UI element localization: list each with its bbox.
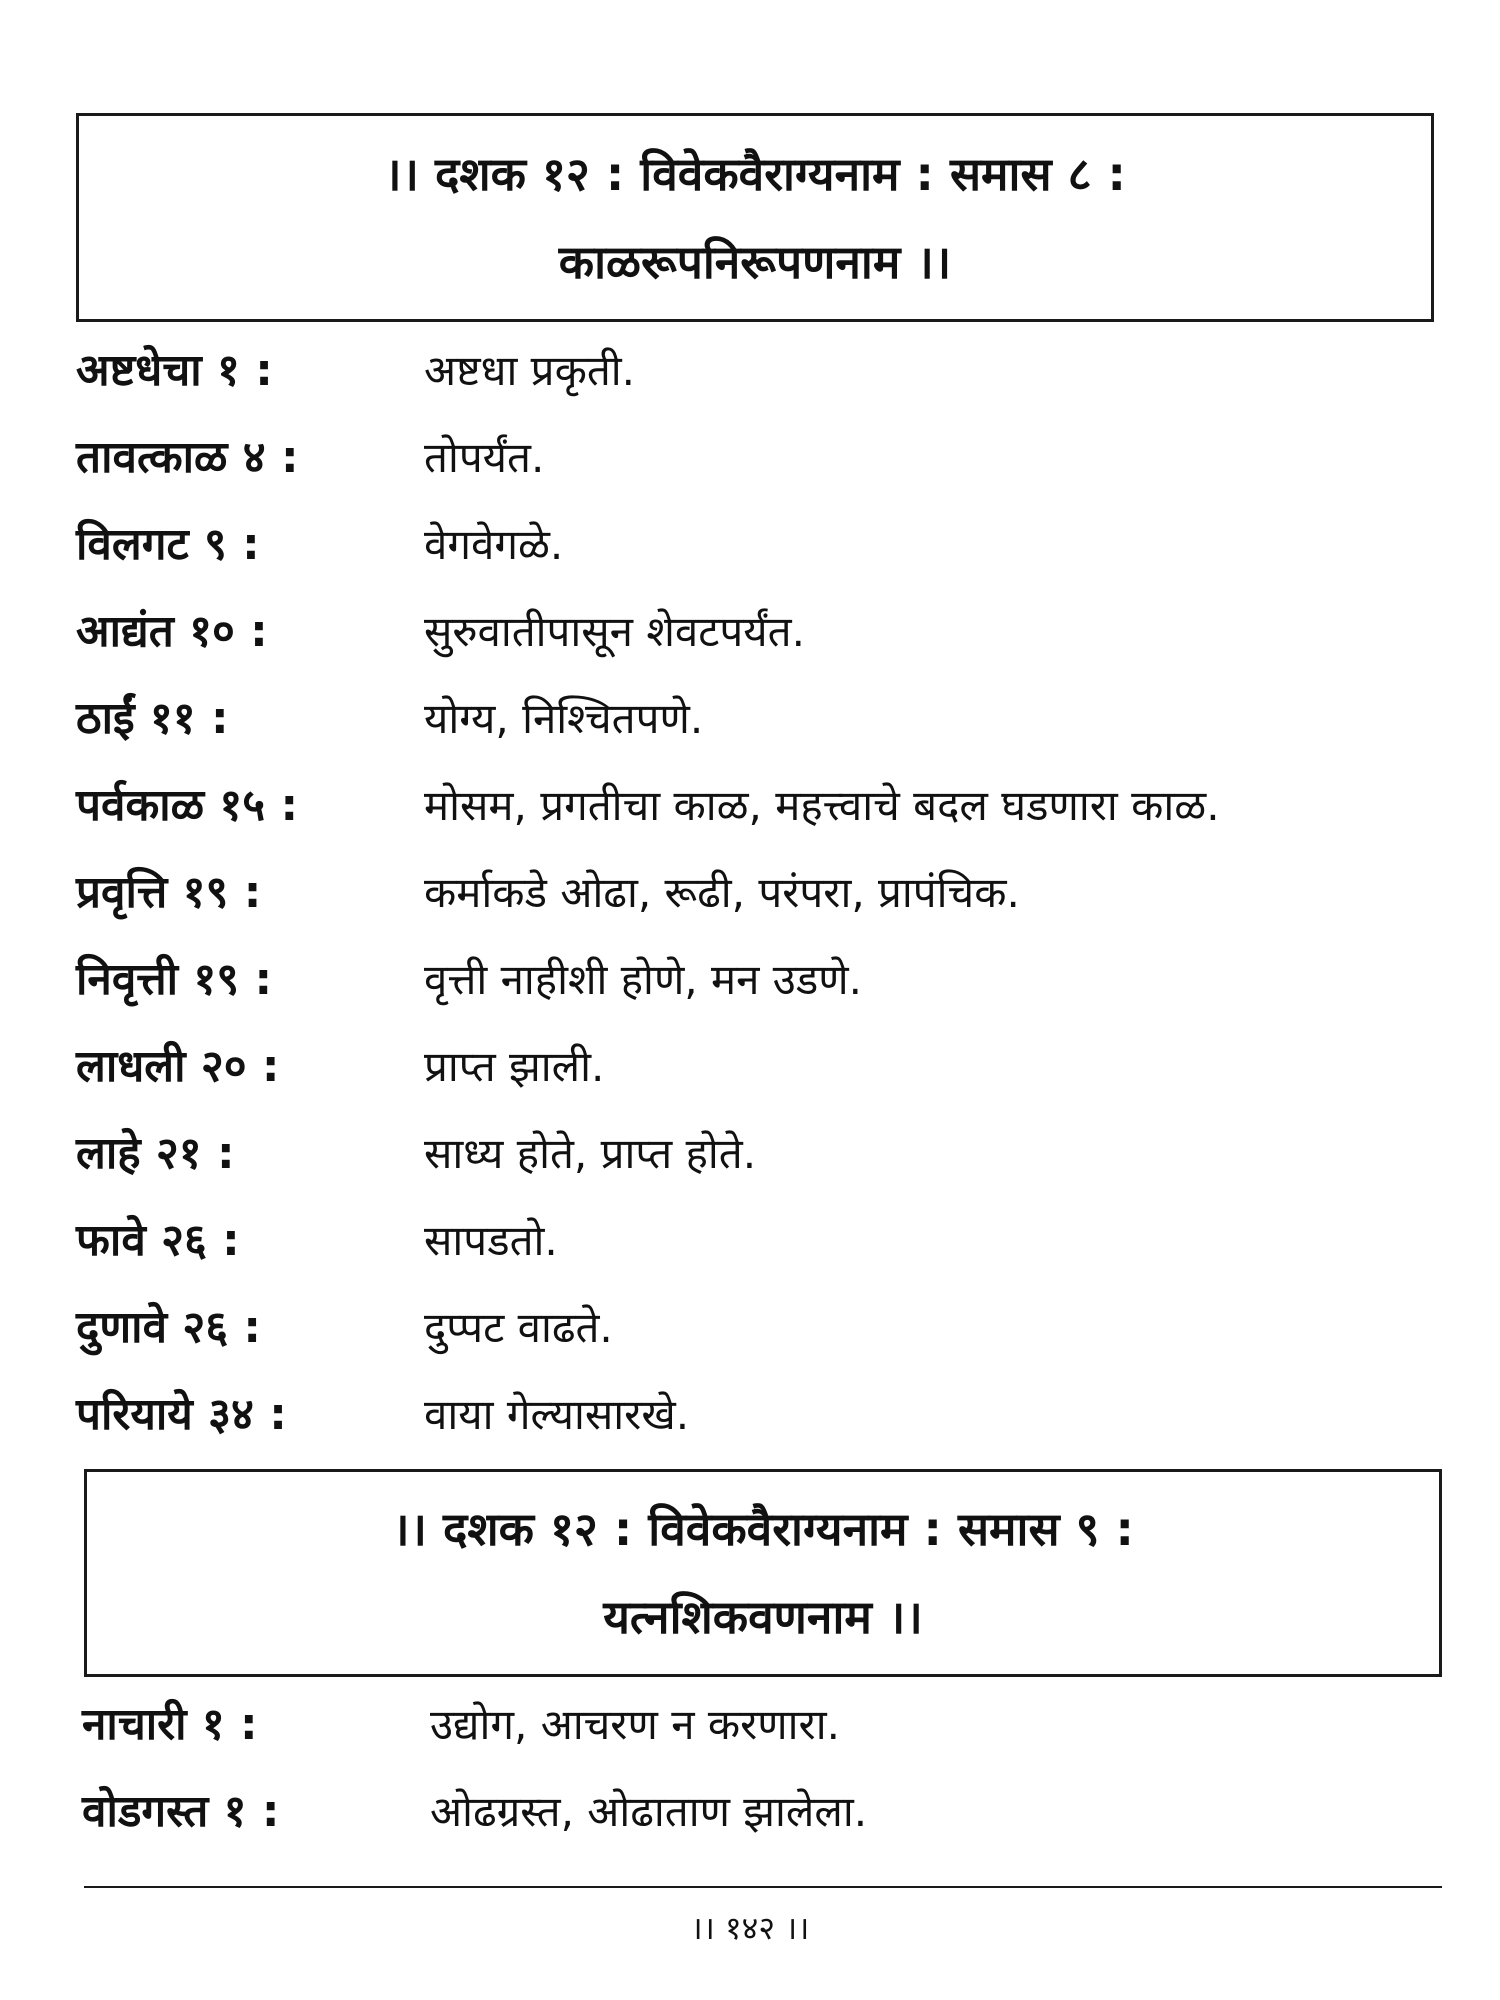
glossary-meaning: उद्योग, आचरण न करणारा. — [430, 1700, 840, 1749]
glossary-meaning: तोपर्यंत. — [424, 433, 545, 482]
section-heading-line-2: काळरूपनिरूपणनाम ।। — [558, 234, 952, 289]
glossary-meaning: प्राप्त झाली. — [424, 1042, 605, 1091]
section-heading-line-1: ।। दशक १२ : विवेकवैराग्यनाम : समास ९ : — [392, 1502, 1134, 1556]
glossary-list-samas-9 — [0, 1690, 1500, 1864]
glossary-term: अष्टधेचा १ : — [76, 345, 273, 396]
glossary-meaning: योग्य, निश्चितपणे. — [424, 694, 704, 743]
glossary-entry — [0, 1380, 1500, 1467]
glossary-meaning: अष्टधा प्रकृती. — [424, 346, 635, 395]
glossary-entry — [0, 771, 1500, 858]
glossary-entry — [0, 684, 1500, 771]
glossary-meaning: वाया गेल्यासारखे. — [424, 1390, 690, 1439]
glossary-term: लाहे २१ : — [76, 1128, 235, 1179]
section-heading-box-samas-9 — [84, 1469, 1442, 1677]
glossary-term: विलगट ९ : — [76, 519, 260, 570]
glossary-meaning: वेगवेगळे. — [424, 520, 564, 569]
glossary-meaning: साध्य होते, प्राप्त होते. — [424, 1129, 757, 1178]
glossary-term: दुणावे २६ : — [76, 1302, 262, 1353]
glossary-entry — [0, 510, 1500, 597]
glossary-entry — [0, 945, 1500, 1032]
glossary-term: ठाईं ११ : — [76, 693, 229, 744]
glossary-entry — [0, 423, 1500, 510]
glossary-term: तावत्काळ ४ : — [76, 432, 299, 483]
glossary-term: वोडगस्त १ : — [82, 1786, 280, 1837]
glossary-entry — [0, 1690, 1500, 1777]
glossary-meaning: सापडतो. — [424, 1216, 558, 1265]
glossary-entry — [0, 1777, 1500, 1864]
glossary-term: नाचारी १ : — [82, 1699, 258, 1750]
glossary-entry — [0, 597, 1500, 684]
glossary-meaning: ओढग्रस्त, ओढाताण झालेला. — [430, 1787, 868, 1836]
glossary-meaning: कर्माकडे ओढा, रूढी, परंपरा, प्रापंचिक. — [424, 868, 1020, 917]
section-heading-box-samas-8 — [76, 113, 1434, 322]
glossary-meaning: मोसम, प्रगतीचा काळ, महत्त्वाचे बदल घडणारा काळ. — [424, 781, 1220, 830]
glossary-term: प्रवृत्ति १९ : — [76, 867, 262, 918]
glossary-term: निवृत्ती १९ : — [76, 954, 273, 1005]
glossary-entry — [0, 336, 1500, 423]
glossary-term: परियाये ३४ : — [76, 1389, 287, 1440]
footer-divider — [84, 1886, 1442, 1888]
section-heading-line-1: ।। दशक १२ : विवेकवैराग्यनाम : समास ८ : — [384, 146, 1126, 201]
glossary-term: लाधली २० : — [76, 1041, 280, 1092]
glossary-list-samas-8 — [0, 336, 1500, 1467]
section-heading-line-2: यत्नशिकवणनाम ।। — [603, 1590, 923, 1644]
glossary-term: आद्यंत १० : — [76, 606, 268, 657]
page-number: ।। १४२ ।। — [690, 1909, 810, 1947]
glossary-entry — [0, 1206, 1500, 1293]
glossary-meaning: वृत्ती नाहीशी होणे, मन उडणे. — [424, 955, 862, 1004]
glossary-term: पर्वकाळ १५ : — [76, 780, 299, 831]
glossary-entry — [0, 1293, 1500, 1380]
glossary-entry — [0, 1032, 1500, 1119]
glossary-entry — [0, 858, 1500, 945]
glossary-term: फावे २६ : — [76, 1215, 240, 1266]
glossary-entry — [0, 1119, 1500, 1206]
glossary-meaning: सुरुवातीपासून शेवटपर्यंत. — [424, 607, 805, 656]
glossary-meaning: दुप्पट वाढते. — [424, 1303, 613, 1352]
